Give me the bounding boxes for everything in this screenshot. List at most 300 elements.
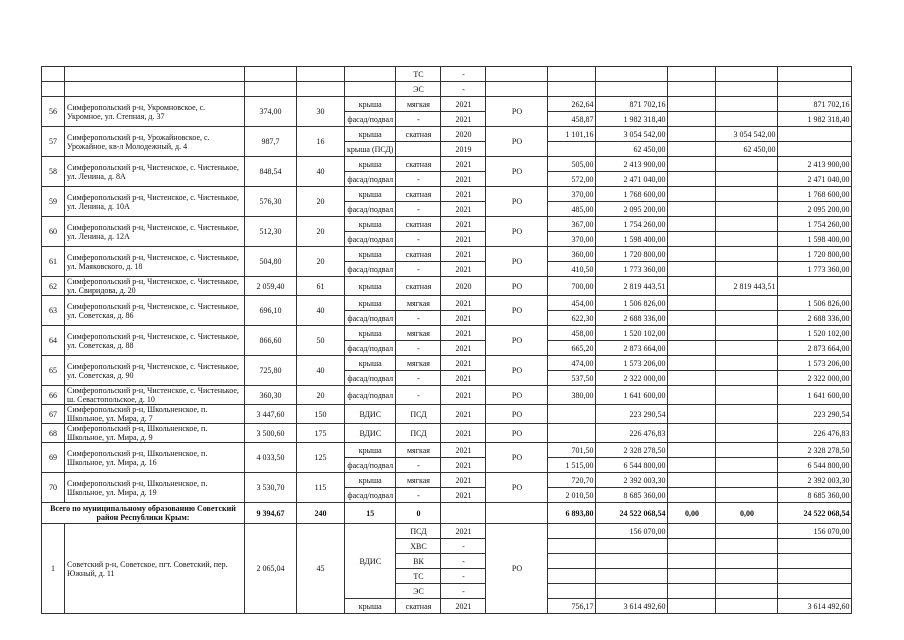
cost-2020-cell bbox=[668, 187, 716, 202]
cost-cell bbox=[596, 584, 668, 599]
cost-cell bbox=[596, 554, 668, 569]
material-cell: - bbox=[396, 112, 441, 127]
total-cell: 2 471 040,00 bbox=[778, 172, 852, 187]
cost-2019-cell bbox=[716, 424, 778, 443]
work-type-cell: крыша bbox=[345, 247, 396, 262]
cost-2019-cell bbox=[716, 539, 778, 554]
year-cell: 2021 bbox=[441, 262, 486, 277]
cost-2019-cell bbox=[716, 247, 778, 262]
material-cell: - bbox=[396, 488, 441, 503]
table-row bbox=[42, 424, 852, 443]
table-row bbox=[42, 127, 852, 142]
year-cell: 2021 bbox=[441, 341, 486, 356]
total-apartments-cell: 240 bbox=[297, 503, 345, 524]
apartments-cell: 61 bbox=[297, 277, 345, 296]
source-cell: РО bbox=[486, 326, 548, 356]
volume-cell bbox=[548, 569, 596, 584]
vdis-cell: ВДИС bbox=[345, 524, 396, 599]
cost-2020-cell bbox=[668, 554, 716, 569]
cost-cell: 1 720 800,00 bbox=[596, 247, 668, 262]
year-cell: 2021 bbox=[441, 524, 486, 539]
cost-2020-cell bbox=[668, 473, 716, 488]
table-row bbox=[42, 157, 852, 172]
material-cell: скатная bbox=[396, 187, 441, 202]
source-cell: РО bbox=[486, 217, 548, 247]
cost-2020-cell bbox=[668, 524, 716, 539]
cost-cell bbox=[596, 569, 668, 584]
cost-2019-cell bbox=[716, 232, 778, 247]
material-cell: мягкая bbox=[396, 443, 441, 458]
cost-2019-cell bbox=[716, 488, 778, 503]
cost-2020-cell bbox=[668, 157, 716, 172]
cost-2020-cell bbox=[668, 443, 716, 458]
work-type-cell: крыша bbox=[345, 157, 396, 172]
work-type-cell: фасад/подвал bbox=[345, 112, 396, 127]
volume-cell bbox=[548, 584, 596, 599]
work-type-cell: крыша bbox=[345, 97, 396, 112]
cost-2020-cell bbox=[668, 405, 716, 424]
num-cell: 56 bbox=[42, 97, 65, 127]
area-cell: 725,80 bbox=[245, 356, 297, 386]
cost-2019-cell bbox=[716, 443, 778, 458]
apartments-cell: 125 bbox=[297, 443, 345, 473]
material-cell: скатная bbox=[396, 217, 441, 232]
volume-cell: 485,00 bbox=[548, 202, 596, 217]
work-type-cell: крыша bbox=[345, 217, 396, 232]
year-cell: 2021 bbox=[441, 599, 486, 614]
num-cell: 67 bbox=[42, 405, 65, 424]
apartments-cell: 40 bbox=[297, 157, 345, 187]
source-cell: РО bbox=[486, 473, 548, 503]
address-cell: Симферопольский р-н, Чистенское, с. Чистенькое, ш. Севастопольское, д. 10 bbox=[65, 386, 245, 405]
num-cell: 57 bbox=[42, 127, 65, 157]
material-cell: скатная bbox=[396, 247, 441, 262]
year-cell: 2021 bbox=[441, 386, 486, 405]
apartments-cell: 20 bbox=[297, 187, 345, 217]
volume-cell: 458,00 bbox=[548, 326, 596, 341]
apartments-cell: 50 bbox=[297, 326, 345, 356]
cost-cell bbox=[596, 539, 668, 554]
cost-cell: 2 471 040,00 bbox=[596, 172, 668, 187]
material-cell: - bbox=[396, 386, 441, 405]
num-cell: 66 bbox=[42, 386, 65, 405]
volume-cell bbox=[548, 524, 596, 539]
cost-2020-cell bbox=[668, 341, 716, 356]
total-cell: 1 768 600,00 bbox=[778, 187, 852, 202]
work-type-cell: крыша bbox=[345, 443, 396, 458]
cost-2020-cell bbox=[668, 356, 716, 371]
total-cell: 1 754 260,00 bbox=[778, 217, 852, 232]
work-type-cell: крыша bbox=[345, 356, 396, 371]
year-cell: 2021 bbox=[441, 97, 486, 112]
capital-repair-table-sheet bbox=[41, 66, 852, 614]
cost-2020-cell bbox=[668, 82, 716, 97]
total-cell: 2 095 200,00 bbox=[778, 202, 852, 217]
volume-cell bbox=[548, 405, 596, 424]
total-row bbox=[42, 503, 852, 524]
cost-2019-cell bbox=[716, 599, 778, 614]
cost-2019-cell bbox=[716, 97, 778, 112]
volume-cell: 1 101,16 bbox=[548, 127, 596, 142]
table-row bbox=[42, 386, 852, 405]
area-cell bbox=[245, 67, 297, 82]
source-cell: РО bbox=[486, 127, 548, 157]
cost-2020-cell bbox=[668, 539, 716, 554]
source-cell: РО bbox=[486, 157, 548, 187]
system-cell: ЭС bbox=[396, 82, 441, 97]
work-type-cell: ВДИС bbox=[345, 405, 396, 424]
apartments-cell: 175 bbox=[297, 424, 345, 443]
total-cell: 1 773 360,00 bbox=[778, 262, 852, 277]
cost-2020-cell bbox=[668, 127, 716, 142]
work-type-cell: фасад/подвал bbox=[345, 232, 396, 247]
cost-2019-cell bbox=[716, 157, 778, 172]
source-cell: РО bbox=[486, 356, 548, 386]
year-cell: 2021 bbox=[441, 247, 486, 262]
year-cell: 2021 bbox=[441, 405, 486, 424]
volume-cell bbox=[548, 424, 596, 443]
material-cell: - bbox=[396, 458, 441, 473]
cost-2020-cell bbox=[668, 247, 716, 262]
address-cell: Симферопольский р-н, Школьненское, п. Школьное, ул. Мира, д. 9 bbox=[65, 424, 245, 443]
cost-2019-cell bbox=[716, 569, 778, 584]
cost-cell: 62 450,00 bbox=[596, 142, 668, 157]
material-cell: - bbox=[396, 232, 441, 247]
total-cell: 8 685 360,00 bbox=[778, 488, 852, 503]
volume-cell bbox=[548, 554, 596, 569]
total-cell: 226 476,83 bbox=[778, 424, 852, 443]
work-type-cell: крыша (ПСД) bbox=[345, 142, 396, 157]
material-cell: мягкая bbox=[396, 97, 441, 112]
apartments-cell: 20 bbox=[297, 217, 345, 247]
cost-2020-cell bbox=[668, 584, 716, 599]
num-cell: 58 bbox=[42, 157, 65, 187]
source-cell: РО bbox=[486, 277, 548, 296]
material-cell: - bbox=[396, 172, 441, 187]
material-cell: мягкая bbox=[396, 473, 441, 488]
source-cell: РО bbox=[486, 524, 548, 614]
apartments-cell: 30 bbox=[297, 97, 345, 127]
apartments-cell: 40 bbox=[297, 296, 345, 326]
table-row bbox=[42, 326, 852, 341]
cost-2020-cell bbox=[668, 202, 716, 217]
address-cell: Симферопольский р-н, Укромновское, с. Укромное, ул. Степная, д. 37 bbox=[65, 97, 245, 127]
year-cell: - bbox=[441, 539, 486, 554]
area-cell: 3 530,70 bbox=[245, 473, 297, 503]
cost-2020-cell bbox=[668, 277, 716, 296]
volume-cell bbox=[548, 67, 596, 82]
num-cell: 62 bbox=[42, 277, 65, 296]
cost-2019-cell bbox=[716, 172, 778, 187]
volume-cell: 700,00 bbox=[548, 277, 596, 296]
cost-2019-cell bbox=[716, 187, 778, 202]
total-volume-cell: 6 893,80 bbox=[548, 503, 596, 524]
total-cell bbox=[778, 569, 852, 584]
material-cell: скатная bbox=[396, 157, 441, 172]
year-cell: - bbox=[441, 67, 486, 82]
volume-cell: 380,00 bbox=[548, 386, 596, 405]
area-cell: 512,30 bbox=[245, 217, 297, 247]
year-cell: - bbox=[441, 569, 486, 584]
table-row bbox=[42, 356, 852, 371]
area-cell bbox=[245, 82, 297, 97]
cost-cell: 3 054 542,00 bbox=[596, 127, 668, 142]
system-cell: ЭС bbox=[396, 584, 441, 599]
area-cell: 2 065,04 bbox=[245, 524, 297, 614]
total-label: Всего по муниципальному образованию Советский район Республики Крым: bbox=[42, 503, 245, 524]
year-cell: 2021 bbox=[441, 356, 486, 371]
year-cell: 2021 bbox=[441, 217, 486, 232]
area-cell: 504,80 bbox=[245, 247, 297, 277]
work-type-cell: ВДИС bbox=[345, 424, 396, 443]
area-cell: 374,00 bbox=[245, 97, 297, 127]
apartments-cell: 115 bbox=[297, 473, 345, 503]
num-cell: 63 bbox=[42, 296, 65, 326]
volume-cell bbox=[548, 82, 596, 97]
area-cell: 866,60 bbox=[245, 326, 297, 356]
year-cell: 2021 bbox=[441, 424, 486, 443]
source-cell: РО bbox=[486, 443, 548, 473]
material-cell: - bbox=[396, 262, 441, 277]
total-count-b-cell: 0 bbox=[396, 503, 441, 524]
total-cell bbox=[778, 584, 852, 599]
material-cell: - bbox=[396, 202, 441, 217]
cost-cell: 1 754 260,00 bbox=[596, 217, 668, 232]
area-cell: 2 059,40 bbox=[245, 277, 297, 296]
cost-2020-cell bbox=[668, 112, 716, 127]
system-cell: ТС bbox=[396, 67, 441, 82]
source-cell bbox=[486, 67, 548, 82]
volume-cell: 1 515,00 bbox=[548, 458, 596, 473]
source-cell: РО bbox=[486, 187, 548, 217]
year-cell: 2021 bbox=[441, 458, 486, 473]
material-cell: мягкая bbox=[396, 296, 441, 311]
work-type-cell: фасад/подвал bbox=[345, 202, 396, 217]
volume-cell: 474,00 bbox=[548, 356, 596, 371]
volume-cell bbox=[548, 539, 596, 554]
source-cell bbox=[486, 82, 548, 97]
year-cell: 2021 bbox=[441, 112, 486, 127]
material-cell: мягкая bbox=[396, 326, 441, 341]
total-cell: 3 614 492,60 bbox=[778, 599, 852, 614]
volume-cell: 756,17 bbox=[548, 599, 596, 614]
apartments-cell: 40 bbox=[297, 356, 345, 386]
work-type-cell bbox=[345, 67, 396, 82]
area-cell: 3 447,60 bbox=[245, 405, 297, 424]
year-cell: 2021 bbox=[441, 311, 486, 326]
volume-cell: 367,00 bbox=[548, 217, 596, 232]
cost-2019-cell bbox=[716, 371, 778, 386]
volume-cell: 360,00 bbox=[548, 247, 596, 262]
year-cell: 2021 bbox=[441, 232, 486, 247]
num-cell: 61 bbox=[42, 247, 65, 277]
address-cell: Симферопольский р-н, Чистенское, с. Чистенькое, ул. Ленина, д. 10А bbox=[65, 187, 245, 217]
total-area-cell: 9 394,67 bbox=[245, 503, 297, 524]
address-cell: Симферопольский р-н, Школьненское, п. Школьное, ул. Мира, д. 7 bbox=[65, 405, 245, 424]
work-type-cell: крыша bbox=[345, 187, 396, 202]
material-cell: скатная bbox=[396, 127, 441, 142]
cost-2020-cell bbox=[668, 262, 716, 277]
source-cell: РО bbox=[486, 296, 548, 326]
cost-2019-cell bbox=[716, 524, 778, 539]
total-cell bbox=[778, 554, 852, 569]
cost-2019-cell bbox=[716, 217, 778, 232]
cost-cell: 2 095 200,00 bbox=[596, 202, 668, 217]
address-cell bbox=[65, 67, 245, 82]
source-cell: РО bbox=[486, 424, 548, 443]
system-cell: ТС bbox=[396, 569, 441, 584]
cost-cell: 871 702,16 bbox=[596, 97, 668, 112]
year-cell: 2019 bbox=[441, 142, 486, 157]
total-cell: 1 506 826,00 bbox=[778, 296, 852, 311]
cost-2019-cell bbox=[716, 554, 778, 569]
table-row bbox=[42, 296, 852, 311]
material-cell: ПСД bbox=[396, 424, 441, 443]
work-type-cell: фасад/подвал bbox=[345, 371, 396, 386]
cost-cell: 2 819 443,51 bbox=[596, 277, 668, 296]
address-cell: Симферопольский р-н, Чистенское, с. Чистенькое, ул. Ленина, д. 8А bbox=[65, 157, 245, 187]
cost-2019-cell bbox=[716, 473, 778, 488]
num-cell bbox=[42, 82, 65, 97]
cost-2019-cell bbox=[716, 386, 778, 405]
total-cell: 871 702,16 bbox=[778, 97, 852, 112]
material-cell: ПСД bbox=[396, 405, 441, 424]
address-cell: Советский р-н, Советское, пгт. Советский, пер. Южный, д. 11 bbox=[65, 524, 245, 614]
material-cell: скатная bbox=[396, 599, 441, 614]
repair-program-table bbox=[41, 66, 852, 614]
year-cell: 2021 bbox=[441, 326, 486, 341]
table-row bbox=[42, 524, 852, 539]
material-cell: скатная bbox=[396, 277, 441, 296]
volume-cell bbox=[548, 142, 596, 157]
total-cost-2019-cell: 0,00 bbox=[716, 503, 778, 524]
cost-2019-cell bbox=[716, 202, 778, 217]
total-cell: 2 873 664,00 bbox=[778, 341, 852, 356]
cost-2019-cell: 62 450,00 bbox=[716, 142, 778, 157]
cost-2020-cell bbox=[668, 232, 716, 247]
address-cell: Симферопольский р-н, Чистенское, с. Чистенькое, ул. Советская, д. 86 bbox=[65, 296, 245, 326]
year-cell: 2021 bbox=[441, 371, 486, 386]
material-cell: - bbox=[396, 311, 441, 326]
total-cell: 2 392 003,30 bbox=[778, 473, 852, 488]
num-cell: 65 bbox=[42, 356, 65, 386]
cost-cell bbox=[596, 67, 668, 82]
table-row bbox=[42, 405, 852, 424]
total-cell bbox=[778, 539, 852, 554]
apartments-cell bbox=[297, 67, 345, 82]
cost-cell: 1 773 360,00 bbox=[596, 262, 668, 277]
year-cell: - bbox=[441, 554, 486, 569]
table-row bbox=[42, 277, 852, 296]
cost-2019-cell bbox=[716, 405, 778, 424]
area-cell: 848,54 bbox=[245, 157, 297, 187]
year-cell: - bbox=[441, 584, 486, 599]
total-cell: 223 290,54 bbox=[778, 405, 852, 424]
cost-2020-cell bbox=[668, 326, 716, 341]
cost-cell: 1 573 206,00 bbox=[596, 356, 668, 371]
cost-cell: 1 598 400,00 bbox=[596, 232, 668, 247]
address-cell: Симферопольский р-н, Чистенское, с. Чистенькое, ул. Свиридова, д. 20 bbox=[65, 277, 245, 296]
material-cell: мягкая bbox=[396, 356, 441, 371]
total-cell: 1 641 600,00 bbox=[778, 386, 852, 405]
year-cell: 2021 bbox=[441, 296, 486, 311]
volume-cell: 2 010,50 bbox=[548, 488, 596, 503]
total-cell: 1 573 206,00 bbox=[778, 356, 852, 371]
work-type-cell bbox=[345, 82, 396, 97]
empty-cell bbox=[441, 503, 486, 524]
volume-cell: 370,00 bbox=[548, 232, 596, 247]
total-cell: 2 688 336,00 bbox=[778, 311, 852, 326]
apartments-cell: 45 bbox=[297, 524, 345, 614]
cost-2020-cell bbox=[668, 142, 716, 157]
cost-2019-cell bbox=[716, 67, 778, 82]
work-type-cell: фасад/подвал bbox=[345, 262, 396, 277]
cost-2019-cell bbox=[716, 584, 778, 599]
empty-cell bbox=[486, 503, 548, 524]
volume-cell: 720,70 bbox=[548, 473, 596, 488]
volume-cell: 505,00 bbox=[548, 157, 596, 172]
cost-2019-cell bbox=[716, 326, 778, 341]
num-cell: 68 bbox=[42, 424, 65, 443]
cost-2019-cell bbox=[716, 356, 778, 371]
work-type-cell: фасад/подвал bbox=[345, 458, 396, 473]
total-cell: 1 720 800,00 bbox=[778, 247, 852, 262]
work-type-cell: крыша bbox=[345, 277, 396, 296]
cost-2019-cell bbox=[716, 262, 778, 277]
table-row bbox=[42, 97, 852, 112]
apartments-cell: 150 bbox=[297, 405, 345, 424]
cost-2020-cell bbox=[668, 217, 716, 232]
address-cell: Симферопольский р-н, Школьненское, п. Школьное, ул. Мира, д. 16 bbox=[65, 443, 245, 473]
total-cell: 156 070,00 bbox=[778, 524, 852, 539]
cost-2020-cell bbox=[668, 67, 716, 82]
cost-2020-cell bbox=[668, 424, 716, 443]
year-cell: 2021 bbox=[441, 443, 486, 458]
cost-cell: 226 476,83 bbox=[596, 424, 668, 443]
volume-cell: 262,64 bbox=[548, 97, 596, 112]
cost-cell: 6 544 800,00 bbox=[596, 458, 668, 473]
cost-2020-cell bbox=[668, 97, 716, 112]
cost-2019-cell bbox=[716, 112, 778, 127]
apartments-cell: 20 bbox=[297, 247, 345, 277]
cost-2020-cell bbox=[668, 371, 716, 386]
table-row bbox=[42, 473, 852, 488]
num-cell: 64 bbox=[42, 326, 65, 356]
table-row bbox=[42, 187, 852, 202]
cost-cell: 2 322 000,00 bbox=[596, 371, 668, 386]
area-cell: 696,10 bbox=[245, 296, 297, 326]
address-cell: Симферопольский р-н, Чистенское, с. Чистенькое, ул. Советская, д. 90 bbox=[65, 356, 245, 386]
work-type-cell: крыша bbox=[345, 473, 396, 488]
volume-cell: 622,30 bbox=[548, 311, 596, 326]
year-cell: 2021 bbox=[441, 488, 486, 503]
cost-2020-cell bbox=[668, 569, 716, 584]
work-type-cell: крыша bbox=[345, 326, 396, 341]
work-type-cell: фасад/подвал bbox=[345, 488, 396, 503]
total-cost-2020-cell: 0,00 bbox=[668, 503, 716, 524]
total-cell: 1 520 102,00 bbox=[778, 326, 852, 341]
total-cell: 1 598 400,00 bbox=[778, 232, 852, 247]
total-cell: 2 413 900,00 bbox=[778, 157, 852, 172]
cost-2020-cell bbox=[668, 296, 716, 311]
table-row bbox=[42, 217, 852, 232]
cost-cell: 2 392 003,30 bbox=[596, 473, 668, 488]
material-cell bbox=[396, 142, 441, 157]
work-type-cell: крыша bbox=[345, 296, 396, 311]
year-cell: 2021 bbox=[441, 473, 486, 488]
address-cell bbox=[65, 82, 245, 97]
cost-cell: 3 614 492,60 bbox=[596, 599, 668, 614]
